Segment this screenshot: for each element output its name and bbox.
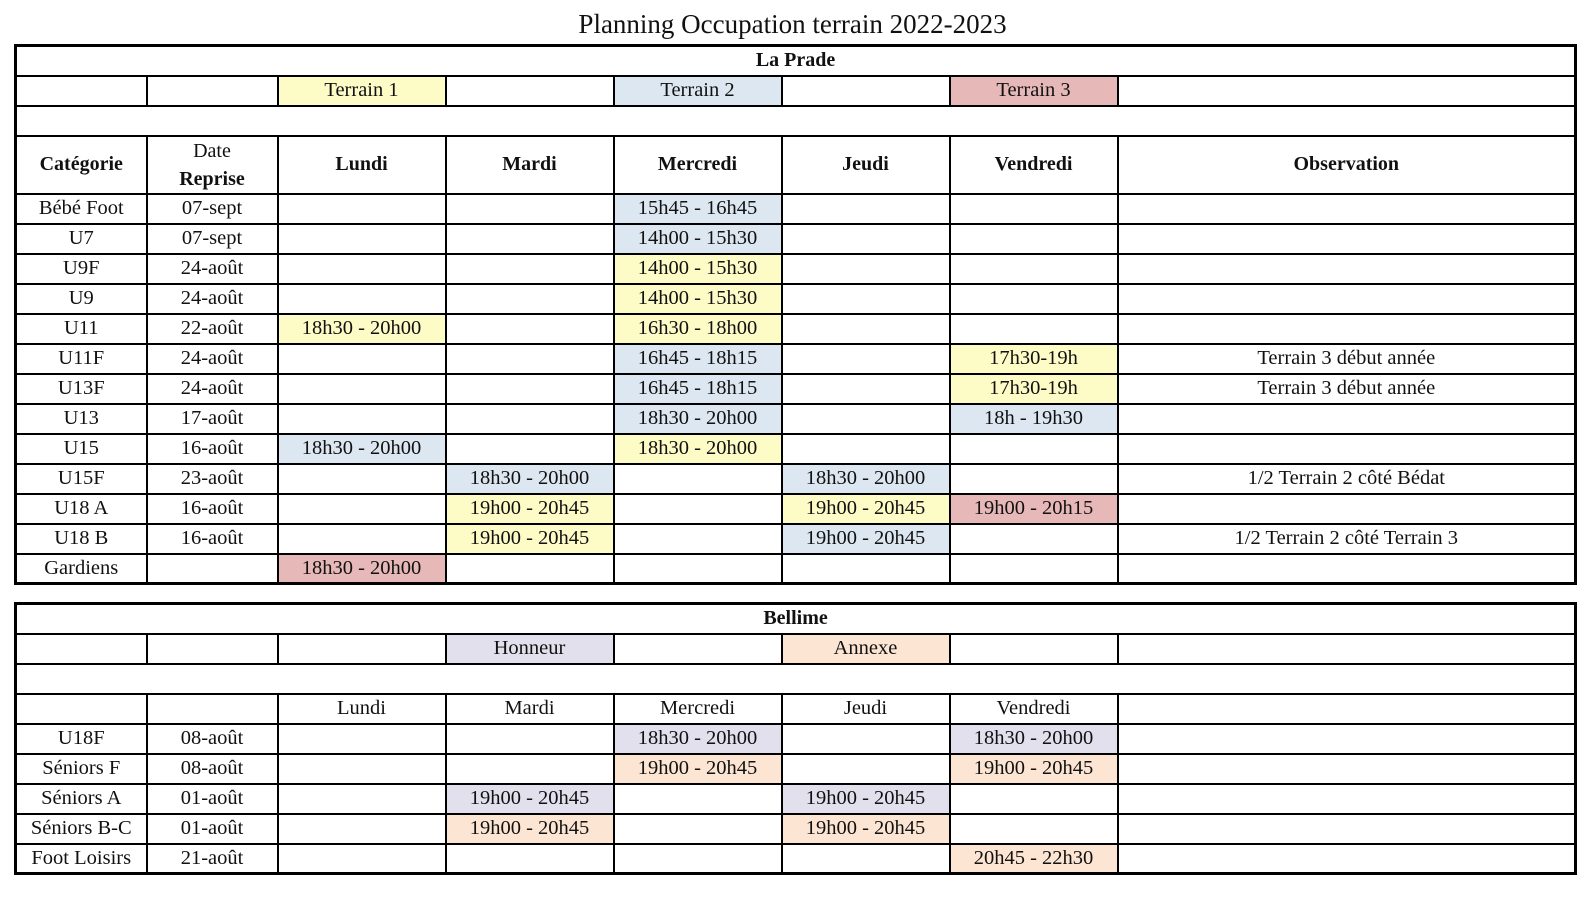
cell-mercredi (614, 784, 782, 814)
cell-obs (1118, 554, 1576, 584)
header-date-line2: Reprise (179, 167, 245, 190)
cell-vendredi: 20h45 - 22h30 (950, 844, 1118, 874)
table-row (16, 524, 1576, 554)
cell-mardi: 18h30 - 20h00 (446, 464, 614, 494)
cell-jeudi (782, 254, 950, 284)
cell-mardi (446, 194, 614, 224)
cell-mardi (446, 314, 614, 344)
cell-obs (1118, 434, 1576, 464)
cell-jeudi (782, 344, 950, 374)
cell-vendredi: 17h30-19h (950, 374, 1118, 404)
cell-lundi (278, 224, 446, 254)
cell-jeudi: 19h00 - 20h45 (782, 784, 950, 814)
cell-mardi: 19h00 - 20h45 (446, 524, 614, 554)
cell-jeudi (782, 554, 950, 584)
cell-lundi: 18h30 - 20h00 (278, 434, 446, 464)
cell-vendredi: 17h30-19h (950, 344, 1118, 374)
table-row (16, 554, 1576, 584)
cell-mercredi: 18h30 - 20h00 (614, 404, 782, 434)
cell-cat: Séniors B-C (16, 814, 147, 844)
cell-obs: 1/2 Terrain 2 côté Terrain 3 (1118, 524, 1576, 554)
cell-lundi (278, 254, 446, 284)
header-jeudi: Jeudi (782, 136, 950, 194)
cell-mardi (446, 284, 614, 314)
cell-mercredi: 14h00 - 15h30 (614, 224, 782, 254)
table-row (16, 784, 1576, 814)
cell-cat: U9F (16, 254, 147, 284)
cell-vendredi: 19h00 - 20h15 (950, 494, 1118, 524)
cell-mardi: 19h00 - 20h45 (446, 784, 614, 814)
cell-lundi (278, 844, 446, 874)
cell-mercredi: 16h45 - 18h15 (614, 374, 782, 404)
table-row (16, 314, 1576, 344)
cell-cat: Gardiens (16, 554, 147, 584)
table-row (16, 494, 1576, 524)
cell-mardi (446, 434, 614, 464)
header-lundi: Lundi (278, 136, 446, 194)
cell-obs (1118, 724, 1576, 754)
cell-date: 16-août (147, 494, 278, 524)
cell-vendredi (950, 284, 1118, 314)
cell-cat: Foot Loisirs (16, 844, 147, 874)
table-row (16, 374, 1576, 404)
header-date-reprise (147, 136, 278, 194)
terrain-honneur-label: Honneur (446, 634, 614, 664)
cell-date: 07-sept (147, 224, 278, 254)
cell-vendredi (950, 314, 1118, 344)
table-row (16, 194, 1576, 224)
cell-mercredi (614, 494, 782, 524)
cell-lundi (278, 814, 446, 844)
cell-mardi (446, 374, 614, 404)
header-mercredi: Mercredi (614, 694, 782, 724)
cell-cat: U11 (16, 314, 147, 344)
cell-obs (1118, 314, 1576, 344)
cell-obs (1118, 254, 1576, 284)
cell-cat: U11F (16, 344, 147, 374)
terrain-3-label: Terrain 3 (950, 76, 1118, 106)
cell-lundi (278, 724, 446, 754)
cell-date: 16-août (147, 434, 278, 464)
table-row (16, 344, 1576, 374)
table-row (16, 754, 1576, 784)
cell-obs (1118, 224, 1576, 254)
cell-date: 07-sept (147, 194, 278, 224)
cell-cat: U18 B (16, 524, 147, 554)
cell-vendredi (950, 254, 1118, 284)
cell-vendredi: 19h00 - 20h45 (950, 754, 1118, 784)
cell-lundi (278, 784, 446, 814)
terrain-legend-row (16, 76, 1576, 106)
section-title-bellime: Bellime (16, 604, 1576, 634)
cell-cat: U18 A (16, 494, 147, 524)
table-row (16, 724, 1576, 754)
terrain-2-label: Terrain 2 (614, 76, 782, 106)
cell-mercredi (614, 814, 782, 844)
cell-mercredi: 18h30 - 20h00 (614, 434, 782, 464)
table-row (16, 284, 1576, 314)
cell-mardi (446, 344, 614, 374)
cell-obs (1118, 284, 1576, 314)
cell-jeudi: 19h00 - 20h45 (782, 494, 950, 524)
cell-mercredi (614, 554, 782, 584)
terrain-annexe-label: Annexe (782, 634, 950, 664)
cell-jeudi (782, 434, 950, 464)
spacer-row (16, 106, 1576, 136)
cell-mercredi (614, 524, 782, 554)
table-row (16, 434, 1576, 464)
cell-mercredi: 18h30 - 20h00 (614, 724, 782, 754)
cell-jeudi: 19h00 - 20h45 (782, 524, 950, 554)
cell-jeudi (782, 284, 950, 314)
cell-vendredi (950, 524, 1118, 554)
cell-vendredi (950, 194, 1118, 224)
cell-mardi (446, 754, 614, 784)
cell-cat: Séniors A (16, 784, 147, 814)
cell-jeudi (782, 224, 950, 254)
cell-obs (1118, 494, 1576, 524)
cell-jeudi (782, 724, 950, 754)
cell-lundi (278, 494, 446, 524)
header-vendredi: Vendredi (950, 694, 1118, 724)
cell-lundi (278, 374, 446, 404)
cell-obs: 1/2 Terrain 2 côté Bédat (1118, 464, 1576, 494)
cell-jeudi (782, 194, 950, 224)
table-row (16, 814, 1576, 844)
cell-date: 01-août (147, 814, 278, 844)
cell-mercredi: 14h00 - 15h30 (614, 284, 782, 314)
cell-mercredi: 14h00 - 15h30 (614, 254, 782, 284)
cell-mercredi (614, 464, 782, 494)
header-lundi: Lundi (278, 694, 446, 724)
header-date-line1: Date (193, 139, 231, 162)
section-title-la-prade: La Prade (16, 46, 1576, 76)
cell-date: 24-août (147, 344, 278, 374)
cell-mardi: 19h00 - 20h45 (446, 814, 614, 844)
cell-mercredi: 16h45 - 18h15 (614, 344, 782, 374)
cell-vendredi: 18h - 19h30 (950, 404, 1118, 434)
cell-lundi (278, 344, 446, 374)
cell-obs (1118, 844, 1576, 874)
cell-date (147, 554, 278, 584)
cell-vendredi (950, 814, 1118, 844)
cell-cat: U15 (16, 434, 147, 464)
table-row (16, 254, 1576, 284)
header-mardi: Mardi (446, 694, 614, 724)
cell-date: 23-août (147, 464, 278, 494)
header-jeudi: Jeudi (782, 694, 950, 724)
cell-mardi (446, 254, 614, 284)
cell-mardi (446, 724, 614, 754)
cell-vendredi: 18h30 - 20h00 (950, 724, 1118, 754)
cell-vendredi (950, 434, 1118, 464)
cell-date: 22-août (147, 314, 278, 344)
cell-mardi (446, 554, 614, 584)
cell-jeudi (782, 374, 950, 404)
cell-jeudi (782, 844, 950, 874)
header-vendredi: Vendredi (950, 136, 1118, 194)
cell-cat: U18F (16, 724, 147, 754)
cell-obs: Terrain 3 début année (1118, 344, 1576, 374)
cell-mercredi: 19h00 - 20h45 (614, 754, 782, 784)
cell-cat: U13F (16, 374, 147, 404)
cell-date: 24-août (147, 284, 278, 314)
header-observation: Observation (1118, 136, 1576, 194)
cell-date: 08-août (147, 754, 278, 784)
cell-jeudi: 19h00 - 20h45 (782, 814, 950, 844)
cell-mercredi: 16h30 - 18h00 (614, 314, 782, 344)
terrain-1-label: Terrain 1 (278, 76, 446, 106)
table-row (16, 464, 1576, 494)
table-row (16, 844, 1576, 874)
cell-lundi: 18h30 - 20h00 (278, 314, 446, 344)
cell-lundi (278, 194, 446, 224)
cell-mardi: 19h00 - 20h45 (446, 494, 614, 524)
cell-date: 17-août (147, 404, 278, 434)
cell-obs (1118, 754, 1576, 784)
page-title: Planning Occupation terrain 2022-2023 (578, 9, 1007, 39)
terrain-legend-row (16, 634, 1576, 664)
cell-jeudi (782, 314, 950, 344)
cell-vendredi (950, 784, 1118, 814)
cell-jeudi (782, 404, 950, 434)
cell-jeudi (782, 754, 950, 784)
cell-obs (1118, 784, 1576, 814)
cell-mardi (446, 224, 614, 254)
cell-date: 01-août (147, 784, 278, 814)
cell-vendredi (950, 554, 1118, 584)
cell-obs: Terrain 3 début année (1118, 374, 1576, 404)
cell-cat: U13 (16, 404, 147, 434)
table-row (16, 404, 1576, 434)
header-row (16, 694, 1576, 724)
cell-mercredi (614, 844, 782, 874)
header-categorie: Catégorie (16, 136, 147, 194)
header-mardi: Mardi (446, 136, 614, 194)
cell-obs (1118, 814, 1576, 844)
header-row (16, 136, 1576, 194)
cell-lundi (278, 284, 446, 314)
cell-date: 08-août (147, 724, 278, 754)
cell-date: 24-août (147, 254, 278, 284)
cell-date: 16-août (147, 524, 278, 554)
cell-lundi (278, 754, 446, 784)
cell-vendredi (950, 224, 1118, 254)
cell-lundi (278, 404, 446, 434)
cell-lundi (278, 464, 446, 494)
cell-date: 24-août (147, 374, 278, 404)
cell-mardi (446, 404, 614, 434)
cell-cat: Séniors F (16, 754, 147, 784)
la-prade-table (14, 44, 1577, 585)
table-row (16, 224, 1576, 254)
header-mercredi: Mercredi (614, 136, 782, 194)
cell-cat: U9 (16, 284, 147, 314)
cell-obs (1118, 404, 1576, 434)
cell-lundi (278, 524, 446, 554)
cell-lundi: 18h30 - 20h00 (278, 554, 446, 584)
cell-obs (1118, 194, 1576, 224)
cell-jeudi: 18h30 - 20h00 (782, 464, 950, 494)
cell-vendredi (950, 464, 1118, 494)
cell-cat: Bébé Foot (16, 194, 147, 224)
cell-cat: U15F (16, 464, 147, 494)
cell-mercredi: 15h45 - 16h45 (614, 194, 782, 224)
bellime-table (14, 602, 1577, 875)
cell-mardi (446, 844, 614, 874)
cell-cat: U7 (16, 224, 147, 254)
spacer-row (16, 664, 1576, 694)
cell-date: 21-août (147, 844, 278, 874)
